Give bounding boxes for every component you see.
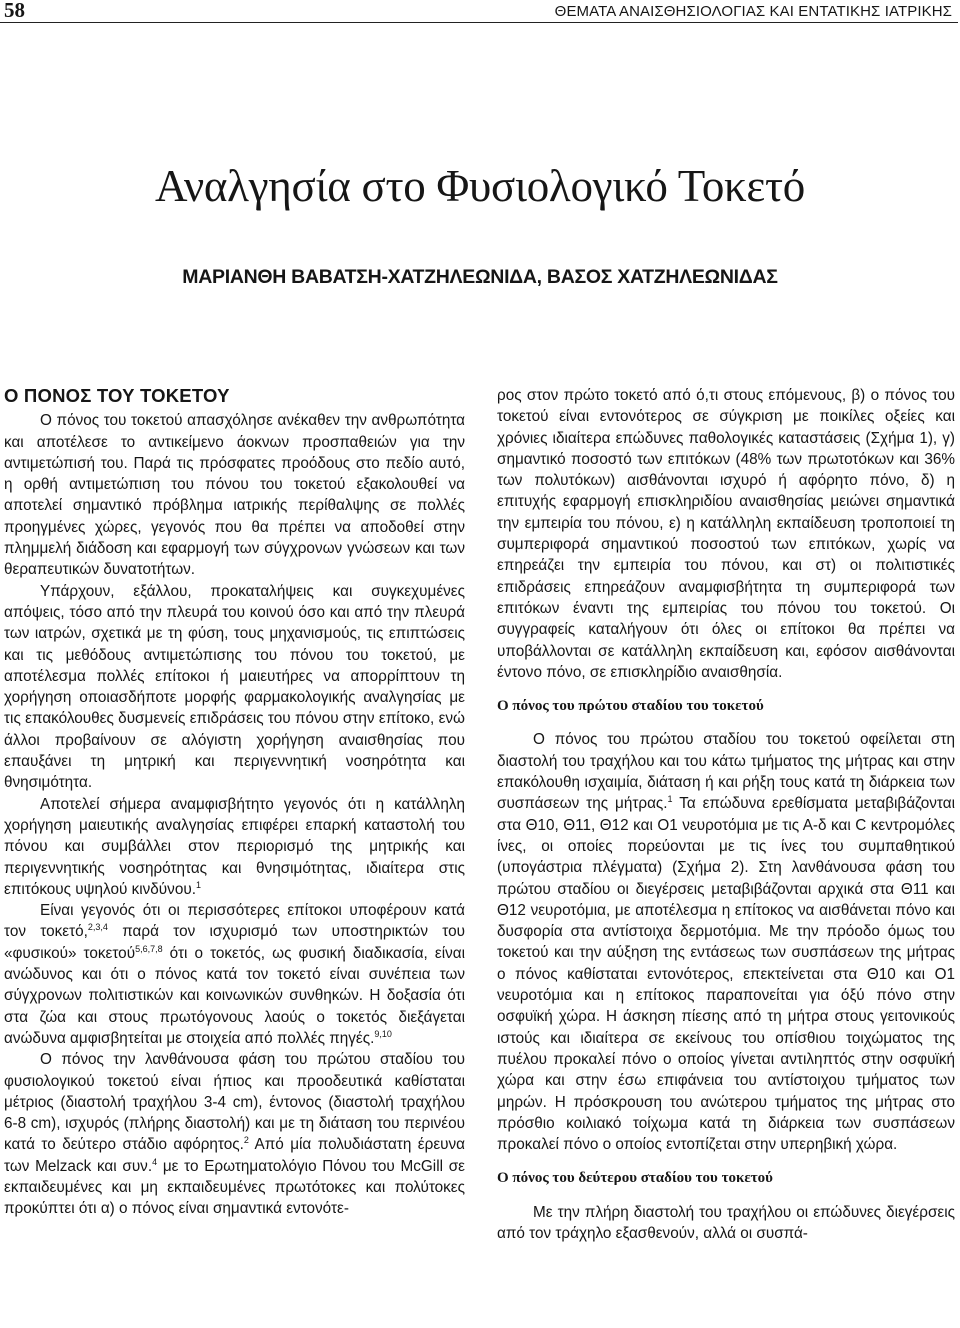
paragraph-3: [4, 794, 465, 900]
paragraph-second-stage: Με την πλήρη διαστολή του τραχήλου οι επώδυνες διεγέρσεις από τον τράχηλο εξασθενούν, αλλά οι συσπά-: [497, 1203, 955, 1242]
page-number: 58: [4, 0, 25, 22]
paragraph-first-stage-text-a: Ο πόνος του πρώτου σταδίου του τοκετού οφείλεται στη διαστολή του τραχήλου και του κάτω τμήματος της μήτρας και στην επακόλουθη ισχαιμία, διάταση ή και ρήξη τους κατά τη διάρκεια των συσπάσεων της μήτρας.: [497, 731, 955, 813]
left-column: [4, 385, 465, 1220]
paragraph-5-text-a: Ο πόνος την λανθάνουσα φάση του πρώτου σταδίου του φυσιολογικού τοκετού είναι ήπιος και προοδευτικά καθίσταται μέτριος (διαστολή τραχήλου 3-4 cm), έντονος (διαστολή τραχήλου 6-8 cm), ισχυρός (πλήρης διαστολή) και με τη διάταση του περινέου κατά το δεύτερο στάδιο αφόρητος.: [4, 1051, 465, 1154]
paragraph-5-text-b: Από μία πολυδιάστατη έρευνα των Melzack και συν.: [4, 1136, 466, 1175]
subsection-heading-first-stage: Ο πόνος του πρώτου σταδίου του τοκετού: [497, 698, 764, 715]
reference-superscript: 2: [243, 1135, 249, 1146]
paragraph-1: Ο πόνος του τοκετού απασχόλησε ανέκαθεν την ανθρωπότητα και αποτέλεσε το αντικείμενο άοκνων προσπαθειών για την αντιμετώπισή του. Παρά τις πρόσφατες προόδους στο πεδίο αυτό, η ορθή αντιμετώπιση του πόνου του τοκετού εξακολουθεί να αποτελεί σημαντικό πρόβλημα ιατρικής περίθαλψης σε πολλές προηγμένες χώρες, γεγονός που θα πρέπει να αποδοθεί στην πλημμελή διάδοση και εφαρμογή των σύγχρονων γνώσεων και των θεραπευτικών δυνατοτήτων.: [4, 412, 465, 579]
paragraph-4-text-c: ότι ο τοκετός, ως φυσική διαδικασία, είναι ανώδυνος και ότι ο πόνος κατά τον τοκετό είναι συνέπεια των σύγχρονων πολιτιστικών και κοινωνικών συνθηκών. Η δοξασία ότι στα ζώα και στους πρωτόγονους λαούς ο τοκετός διεξάγεται ανώδυνα αμφισβητείται με στοιχεία από πολλές πηγές.: [4, 944, 465, 1047]
reference-superscript: 2,3,4: [87, 922, 108, 933]
right-column: [497, 385, 955, 1244]
paragraph-3-text: Αποτελεί σήμερα αναμφισβήτητο γεγονός ότι η κατάλληλη χορήγηση μαιευτικής αναλγησίας επιφέρει επαρκή καταστολή του πόνου και συμβάλλει στον περιορισμό της μητρικής και περιγεννητικής νοσηρότητας και θνησιμότητας, ιδιαίτερα στις επιτόκους υψηλού κινδύνου.: [4, 795, 465, 898]
article-title: Αναλγησία στο Φυσιολογικό Τοκετό: [154, 161, 806, 211]
paragraph-4-text-b: παρά τον ισχυρισμό των υποστηρικτών του «φυσικού» τοκετού: [4, 923, 465, 962]
paragraph-5: [4, 1049, 465, 1219]
article-authors: ΜΑΡΙΑΝΘΗ ΒΑΒΑΤΣΗ-ΧΑΤΖΗΛΕΩΝΙΔΑ, ΒΑΣΟΣ ΧΑΤΖΗΛΕΩΝΙΔΑΣ: [182, 266, 778, 288]
reference-superscript: 1: [667, 794, 673, 805]
reference-superscript: 9,10: [374, 1028, 392, 1039]
reference-superscript: 4: [152, 1156, 158, 1167]
paragraph-first-stage-text-b: Τα επώδυνα ερεθίσματα μεταβιβάζονται στα Θ10, Θ11, Θ12 και Ο1 νευροτόμια με τις Α-δ και C κεντρομόλες ίνες, οι οποίες πορεύονται με τις ίνες του συμπαθητικού (υπογάστρια πλέγματα) (Σχήμα 2). Στη λανθάνουσα φάση του πρώτου σταδίου οι διεγέρσεις μεταβιβάζονται αρχικά στα Θ11 και Θ12 νευροτόμια, με αποτέλεσμα η επίτοκος να αισθάνεται πόνο και δυσφορία στα αντίστοιχα δερμοτόμια. Με την πρόοδο όμως του τοκετού και την αύξηση της εντάσεως των συσπάσεων της μήτρας ο πόνος καθίσταται εντονότερος, επεκτείνεται στα Θ10 και Ο1 νευροτόμια και η επίτοκος παραπονείται για όξύ πόνο στην οσφυϊκή χώρα. Η άσκηση πίεσης από τη μήτρα στους γειτονικούς ιστούς και ιδιαίτερα σε εκείνους του οπίσθιου τοιχώματος της πυέλου προκαλεί πόνο ο οποίος γίνεται αντιληπτός στην οσφυϊκή χώρα και στην έσω επιφάνεια του αντίστοιχου τμήματος των μηρών. Η πρόσκρουση του ανώτερου τμήματος της μήτρας στο πρόσθιο κοιλιακό τοίχωμα κατά τη διάρκεια των συσπάσεων προκαλεί πόνο ο οποίος εντοπίζεται στην υπερηβική χώρα.: [497, 795, 955, 1154]
paragraph-4: [4, 900, 465, 1049]
section-heading: Ο ΠΟΝΟΣ ΤΟΥ ΤΟΚΕΤΟΥ: [4, 385, 230, 406]
paragraph-4-text-a: Είναι γεγονός ότι οι περισσότερες επίτοκοι υποφέρουν κατά τον τοκετό,: [4, 902, 465, 941]
journal-title: ΘΕΜΑΤΑ ΑΝΑΙΣΘΗΣΙΟΛΟΓΙΑΣ ΚΑΙ ΕΝΤΑΤΙΚΗΣ ΙΑΤΡΙΚΗΣ: [554, 3, 952, 20]
subsection-heading-second-stage: Ο πόνος του δεύτερου σταδίου του τοκετού: [497, 1170, 773, 1187]
reference-superscript: 5,6,7,8: [135, 943, 163, 954]
paragraph-2: Υπάρχουν, εξάλλου, προκαταλήψεις και συγκεχυμένες απόψεις, τόσο από την πλευρά του κοινού όσο και από την πλευρά των ιατρών, σχετικά με τη φύση, τους μηχανισμούς, τις επιπτώσεις και τις μεθόδους αντιμετώπισης του πόνου του τοκετού, με αποτέλεσμα πολλές επίτοκοι ή μαιευτήρες να απορρίπτουν τη χορήγηση οποιασδήποτε μορφής φαρμακολογικής αναλγησίας με τις επακόλουθες δυσμενείς επιδράσεις του πόνου στην επίτοκο, ενώ άλλοι προβαίνουν σε αλόγιστη χορήγηση αναισθησίας που επαυξάνει τη μητρική και περιγεννητική νοσηρότητα και θνησιμότητα.: [4, 582, 465, 792]
reference-superscript: 1: [195, 879, 201, 890]
running-header: [0, 0, 958, 23]
paragraph-continued: ρος στον πρώτο τοκετό από ό,τι στους επόμενους, β) ο πόνος του τοκετού είναι εντονότερος σε σύγκριση με ποικίλες οξείες και χρόνιες ιδιαίτερα επώδυνες παθολογικές καταστάσεις (Σχήμα 1), γ) σημαντικό ποσοστό των επιτόκων (48% των πρωτοτόκων και 36% των πολυτόκων) αισθάνονται ισχυρό ή αφόρητο πόνο, δ) η επιτυχής εφαρμογή επισκληριδίου αναισθησίας μειώνει σημαντικά την εμπειρία του πόνου, ε) η κατάλληλη εκπαίδευση τροποποιεί τη συμπεριφορά σημαντικού ποσοστού των επιτόκων, χωρίς να επηρεάζει την εμπειρία του πόνου, και στ) οι πολιτιστικές επιδράσεις επηρεάζουν αναμφισβήτητα τη συμπεριφορά των επιτόκων έναντι της εμπειρίας του πόνου του τοκετού. Οι συγγραφείς καταλήγουν ότι όλες οι επίτοκοι θα πρέπει να υποβάλλονται σε κατάλληλη εκπαίδευση και, εφόσον αισθάνονται έντονο πόνο, σε επισκληρίδιο αναισθησία.: [497, 387, 955, 681]
paragraph-5-text-c: με το Ερωτηματολόγιο Πόνου του McGill σε εκπαιδευμένες και μη εκπαιδευμένες πρωτότοκες και πολύτοκες προκύπτει ότι α) ο πόνος είναι σημαντικά εντονότε-: [4, 1157, 465, 1218]
paragraph-first-stage: [497, 729, 955, 1155]
